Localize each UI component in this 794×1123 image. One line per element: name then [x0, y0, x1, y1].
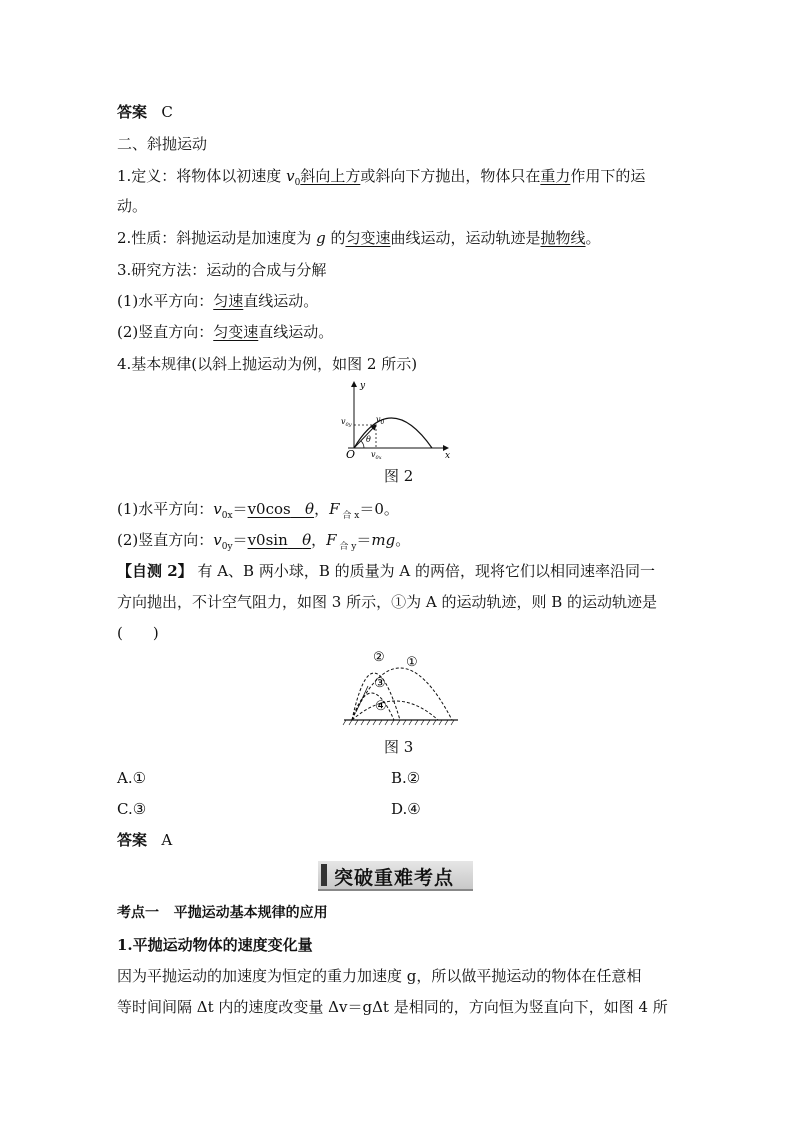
property-line: 2.性质：斜抛运动是加速度为 g 的匀变速曲线运动，运动轨迹是抛物线。 — [117, 229, 601, 247]
svg-text:③: ③ — [374, 676, 386, 691]
kaodian-title: 平抛运动基本规律的应用 — [173, 905, 328, 921]
answer-value-2: A — [161, 831, 173, 849]
svg-text:O: O — [346, 448, 356, 460]
quiz-line-3: ( ) — [117, 624, 159, 642]
answer-label: 答案 — [117, 103, 148, 121]
svg-text:v0y: $v_{0y}$ — [341, 417, 352, 428]
svg-text:x: x — [445, 451, 451, 460]
answer-line — [117, 102, 173, 122]
option-a: A.① — [117, 769, 147, 787]
answer-value: C — [161, 103, 173, 121]
figure-2-caption: 图 2 — [384, 467, 414, 485]
kaodian-label: 考点一 — [117, 905, 159, 921]
law-line: 4.基本规律(以斜上抛运动为例，如图 2 所示) — [117, 355, 418, 373]
subsection-title: 1.平抛运动物体的速度变化量 — [117, 936, 313, 954]
quiz-tag: 【自测 2】 — [117, 562, 193, 580]
banner-title: 突破重难考点 — [334, 867, 455, 889]
figure-3 — [340, 646, 462, 728]
svg-text:y: y — [360, 381, 366, 391]
launch-arrow — [356, 686, 368, 712]
equation-vertical: (2)竖直方向：$v_{0y}=v0\sin$ θ，F $_{合 y}$＝mg。 — [117, 531, 411, 552]
svg-text:v0: $v_0$ — [376, 415, 385, 426]
option-c: C.③ — [117, 800, 147, 818]
svg-text:v0x: $v_{0x}$ — [371, 450, 382, 460]
figure-3-caption: 图 3 — [384, 738, 414, 756]
svg-text:④: ④ — [375, 699, 387, 714]
option-d: D.④ — [391, 800, 421, 818]
quiz-line-2: 方向抛出，不计空气阻力，如图 3 所示，①为 A 的运动轨迹，则 B 的运动轨迹是 — [117, 593, 658, 611]
answer-label-2: 答案 — [117, 831, 148, 849]
ground-hatch — [343, 720, 454, 725]
option-b: B.② — [391, 769, 421, 787]
banner-bar — [321, 864, 327, 886]
svg-text:θ: θ — [366, 435, 371, 444]
kaodian-heading — [117, 903, 328, 923]
body-line-2: 等时间间隔 Δt 内的速度改变量 Δv＝gΔt 是相同的，方向恒为竖直向下，如图 4 所 — [117, 998, 668, 1016]
horizontal-line: (1)水平方向：匀速直线运动。 — [117, 292, 319, 310]
quiz-line-1: 【自测 2】 有 A、B 两小球，B 的质量为 A 的两倍，现将它们以相同速率沿同一 — [117, 562, 655, 580]
equation-horizontal: (1)水平方向：$v_{0x}=v0\cos$ θ，F $_{合 x}$＝0。 — [117, 500, 399, 521]
method-line: 3.研究方法：运动的合成与分解 — [117, 261, 327, 279]
figure-2 — [338, 378, 456, 460]
theta-arc — [361, 441, 364, 448]
definition-line: 1.定义：将物体以初速度 $v_0$斜向上方或斜向下方抛出，物体只在重力作用下的运 — [117, 167, 646, 188]
svg-text:①: ① — [406, 655, 418, 670]
answer-line-2 — [117, 830, 172, 850]
body-line-1: 因为平抛运动的加速度为恒定的重力加速度 g，所以做平抛运动的物体在任意相 — [117, 967, 642, 985]
svg-text:②: ② — [373, 650, 385, 665]
section-title: 二、斜抛运动 — [117, 135, 208, 153]
definition-line-2: 动。 — [117, 197, 148, 215]
section-banner — [318, 861, 473, 891]
vertical-line: (2)竖直方向：匀变速直线运动。 — [117, 323, 334, 341]
velocity-vector — [354, 425, 376, 448]
